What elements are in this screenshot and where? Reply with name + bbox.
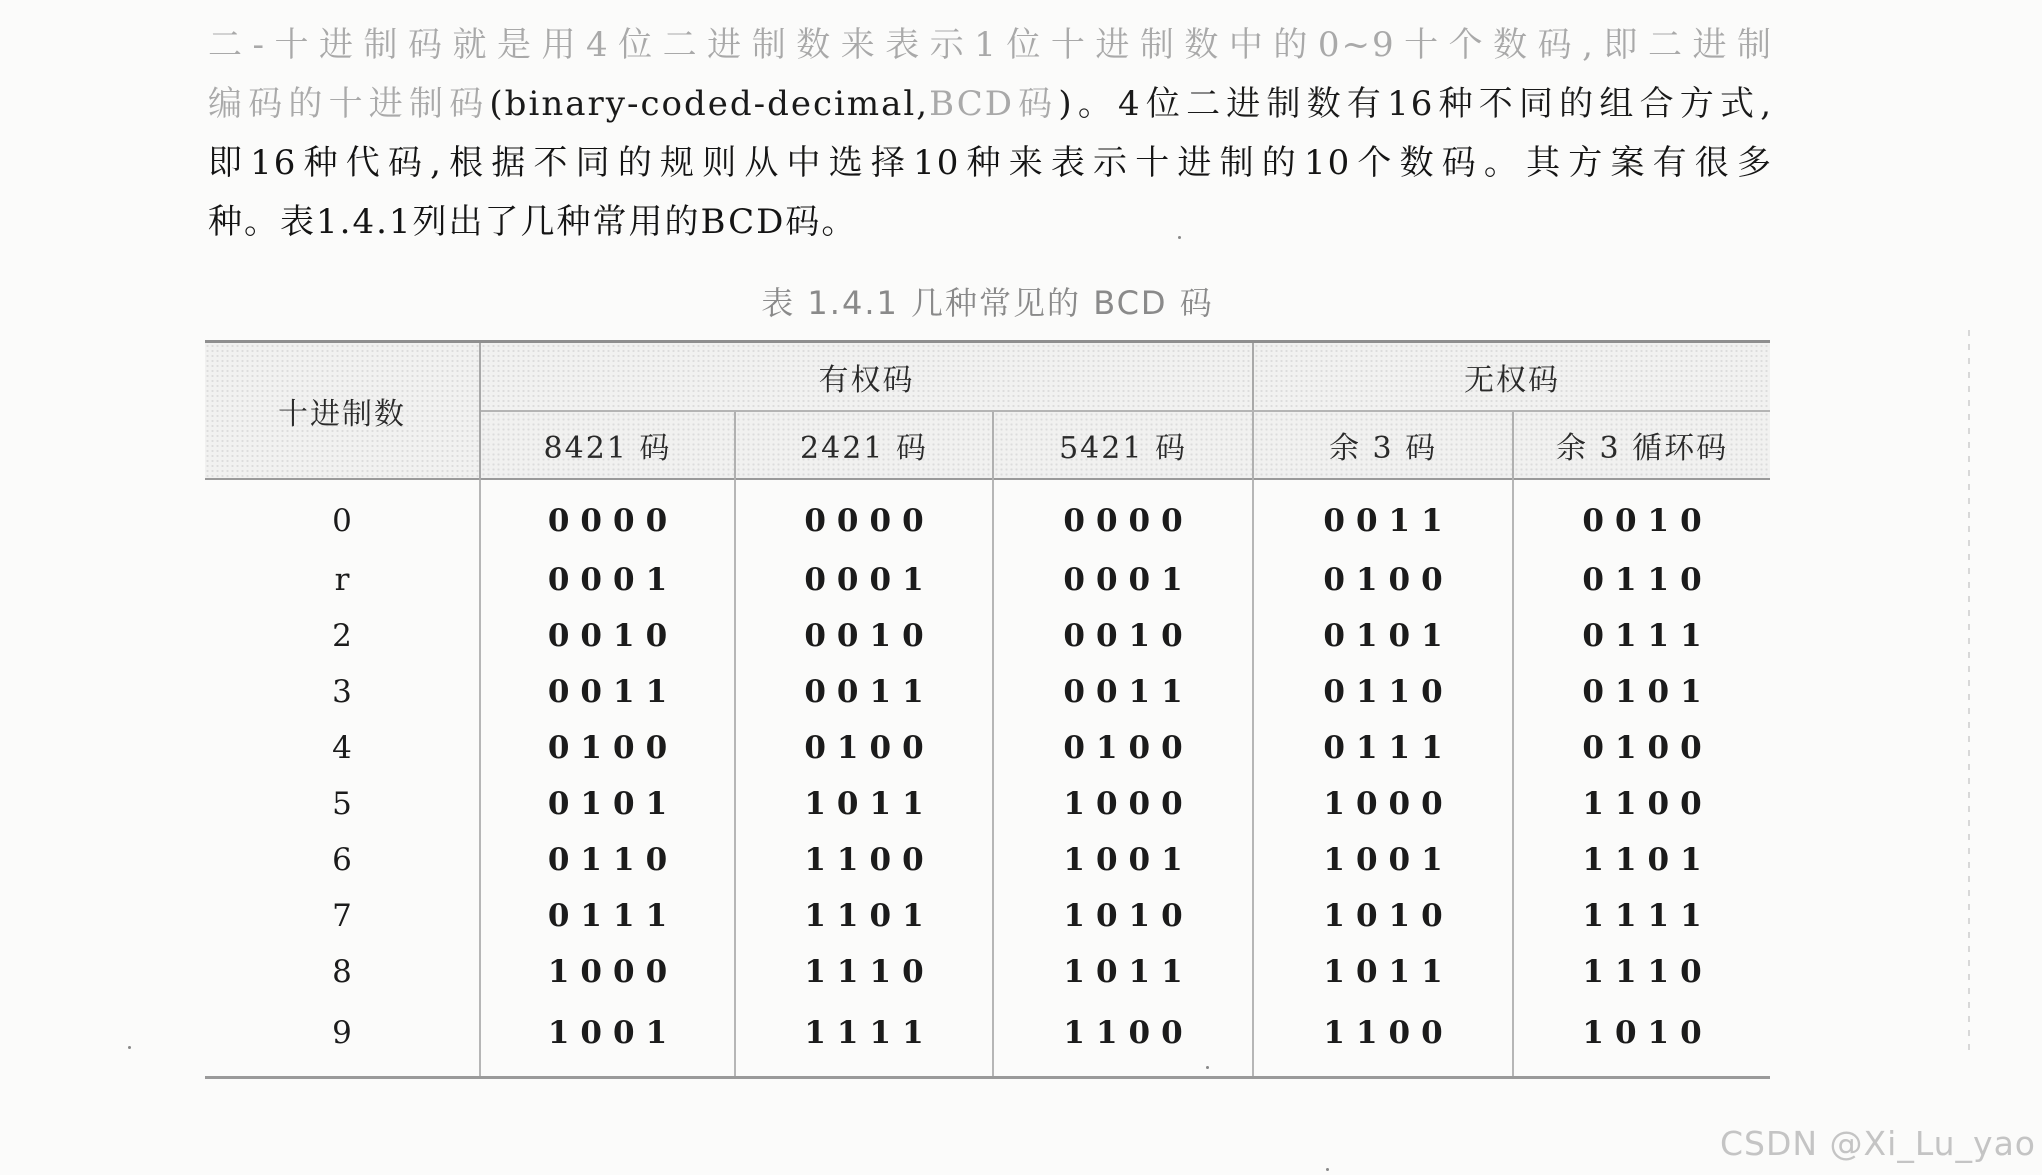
page-edge-line — [1968, 330, 1970, 1050]
code-cell-2421: 0010 — [735, 608, 993, 664]
code-cell-8421: 0010 — [480, 608, 735, 664]
code-cell-5421: 1001 — [993, 832, 1253, 888]
paragraph-line-2-rest: )。4位二进制数有16种不同的组合方式, — [1058, 84, 1774, 124]
decimal-cell: 5 — [205, 776, 480, 832]
scan-speck — [1178, 236, 1181, 239]
code-cell-8421: 1000 — [480, 944, 735, 1000]
code-cell-excess-3-gray: 0111 — [1582, 618, 1713, 654]
code-cell-excess-3: 1000 — [1253, 776, 1513, 832]
decimal-cell: 8 — [205, 944, 480, 1000]
code-cell-excess-3-gray: 0101 — [1582, 674, 1713, 710]
code-cell-excess-3: 0110 — [1253, 664, 1513, 720]
code-cell-excess-3-gray: 0100 — [1582, 730, 1713, 766]
unweighted-code-header: 无权码 — [1253, 342, 1770, 412]
paragraph-line-1: 二-十进制码就是用4位二进制数来表示1位十进制数中的0~9十个数码,即二进制 — [208, 25, 1773, 65]
decimal-column-header: 十进制数 — [205, 342, 480, 480]
code-cell-8421: 0111 — [480, 888, 735, 944]
code-cell-excess-3-gray: 1010 — [1582, 1015, 1713, 1051]
code-cell-5421: 1011 — [993, 944, 1253, 1000]
paragraph-line-4: 种。表1.4.1列出了几种常用的BCD码。 — [208, 202, 858, 242]
table-row — [205, 608, 1770, 664]
code-cell-8421: 0000 — [480, 479, 735, 552]
code-cell-excess-3: 0011 — [1253, 479, 1513, 552]
column-header-2421: 2421 码 — [735, 411, 993, 479]
scan-speck — [1326, 1168, 1329, 1171]
code-cell-5421: 0001 — [993, 552, 1253, 608]
table-row — [205, 888, 1770, 944]
code-cell-5421: 0000 — [993, 479, 1253, 552]
code-cell-2421: 1101 — [735, 888, 993, 944]
decimal-cell: 9 — [205, 1000, 480, 1078]
code-cell-2421: 1110 — [735, 944, 993, 1000]
code-cell-excess-3: 1100 — [1253, 1000, 1513, 1078]
code-cell-excess-3-gray: 1111 — [1582, 898, 1713, 934]
weighted-code-header: 有权码 — [480, 342, 1253, 412]
decimal-cell: r — [205, 552, 480, 608]
column-header-excess-3-gray: 余 3 循环码 — [1513, 411, 1770, 479]
code-cell-2421: 0011 — [735, 664, 993, 720]
table-caption: 表 1.4.1 几种常见的 BCD 码 — [761, 284, 1214, 322]
scan-speck — [128, 1046, 131, 1049]
table-group-header-row — [205, 342, 1770, 412]
paragraph-line-2-term: (binary-coded-decimal, — [489, 84, 930, 124]
code-cell-excess-3-gray: 1110 — [1582, 954, 1713, 990]
code-cell-5421: 0011 — [993, 664, 1253, 720]
code-cell-excess-3: 1011 — [1253, 944, 1513, 1000]
table-row — [205, 664, 1770, 720]
code-cell-excess-3: 0100 — [1253, 552, 1513, 608]
code-cell-excess-3: 0111 — [1253, 720, 1513, 776]
decimal-cell: 7 — [205, 888, 480, 944]
paragraph-line-3: 即16种代码,根据不同的规则从中选择10种来表示十进制的10个数码。其方案有很多 — [208, 143, 1773, 183]
table-row — [205, 832, 1770, 888]
column-header-5421: 5421 码 — [993, 411, 1253, 479]
decimal-cell: 4 — [205, 720, 480, 776]
table-row — [205, 776, 1770, 832]
decimal-cell: 6 — [205, 832, 480, 888]
paragraph-line-2-bcd: BCD码 — [929, 84, 1059, 124]
decimal-cell: 0 — [205, 479, 480, 552]
code-cell-excess-3-gray: 0010 — [1582, 503, 1713, 539]
code-cell-2421: 1011 — [735, 776, 993, 832]
code-cell-8421: 0011 — [480, 664, 735, 720]
paragraph-line-2 — [208, 75, 1773, 134]
code-cell-2421: 0000 — [735, 479, 993, 552]
code-cell-excess-3: 0101 — [1253, 608, 1513, 664]
code-cell-excess-3-gray: 0110 — [1582, 562, 1713, 598]
decimal-cell: 3 — [205, 664, 480, 720]
code-cell-5421: 0100 — [993, 720, 1253, 776]
column-header-excess-3: 余 3 码 — [1253, 411, 1513, 479]
code-cell-5421: 1000 — [993, 776, 1253, 832]
table-row — [205, 479, 1770, 552]
table-row — [205, 720, 1770, 776]
code-cell-8421: 0100 — [480, 720, 735, 776]
scan-speck — [1206, 1066, 1209, 1069]
code-cell-2421: 1111 — [735, 1000, 993, 1078]
code-cell-excess-3-gray: 1100 — [1582, 786, 1713, 822]
paragraph-line-2-faded: 编码的十进制码 — [208, 84, 490, 124]
csdn-watermark: CSDN @Xi_Lu_yao — [1719, 1124, 2036, 1163]
code-cell-2421: 0100 — [735, 720, 993, 776]
table-row — [205, 552, 1770, 608]
code-cell-8421: 0110 — [480, 832, 735, 888]
code-cell-excess-3: 1010 — [1253, 888, 1513, 944]
code-cell-8421: 0101 — [480, 776, 735, 832]
decimal-cell: 2 — [205, 608, 480, 664]
intro-paragraph — [208, 16, 1773, 252]
code-cell-excess-3-gray: 1101 — [1582, 842, 1713, 878]
code-cell-excess-3: 1001 — [1253, 832, 1513, 888]
bcd-code-table — [205, 340, 1770, 1079]
code-cell-8421: 0001 — [480, 552, 735, 608]
code-cell-2421: 0001 — [735, 552, 993, 608]
code-cell-5421: 1010 — [993, 888, 1253, 944]
code-cell-2421: 1100 — [735, 832, 993, 888]
table-row — [205, 944, 1770, 1000]
code-cell-5421: 0010 — [993, 608, 1253, 664]
code-cell-5421: 1100 — [993, 1000, 1253, 1078]
table-row — [205, 1000, 1770, 1078]
code-cell-8421: 1001 — [480, 1000, 735, 1078]
column-header-8421: 8421 码 — [480, 411, 735, 479]
